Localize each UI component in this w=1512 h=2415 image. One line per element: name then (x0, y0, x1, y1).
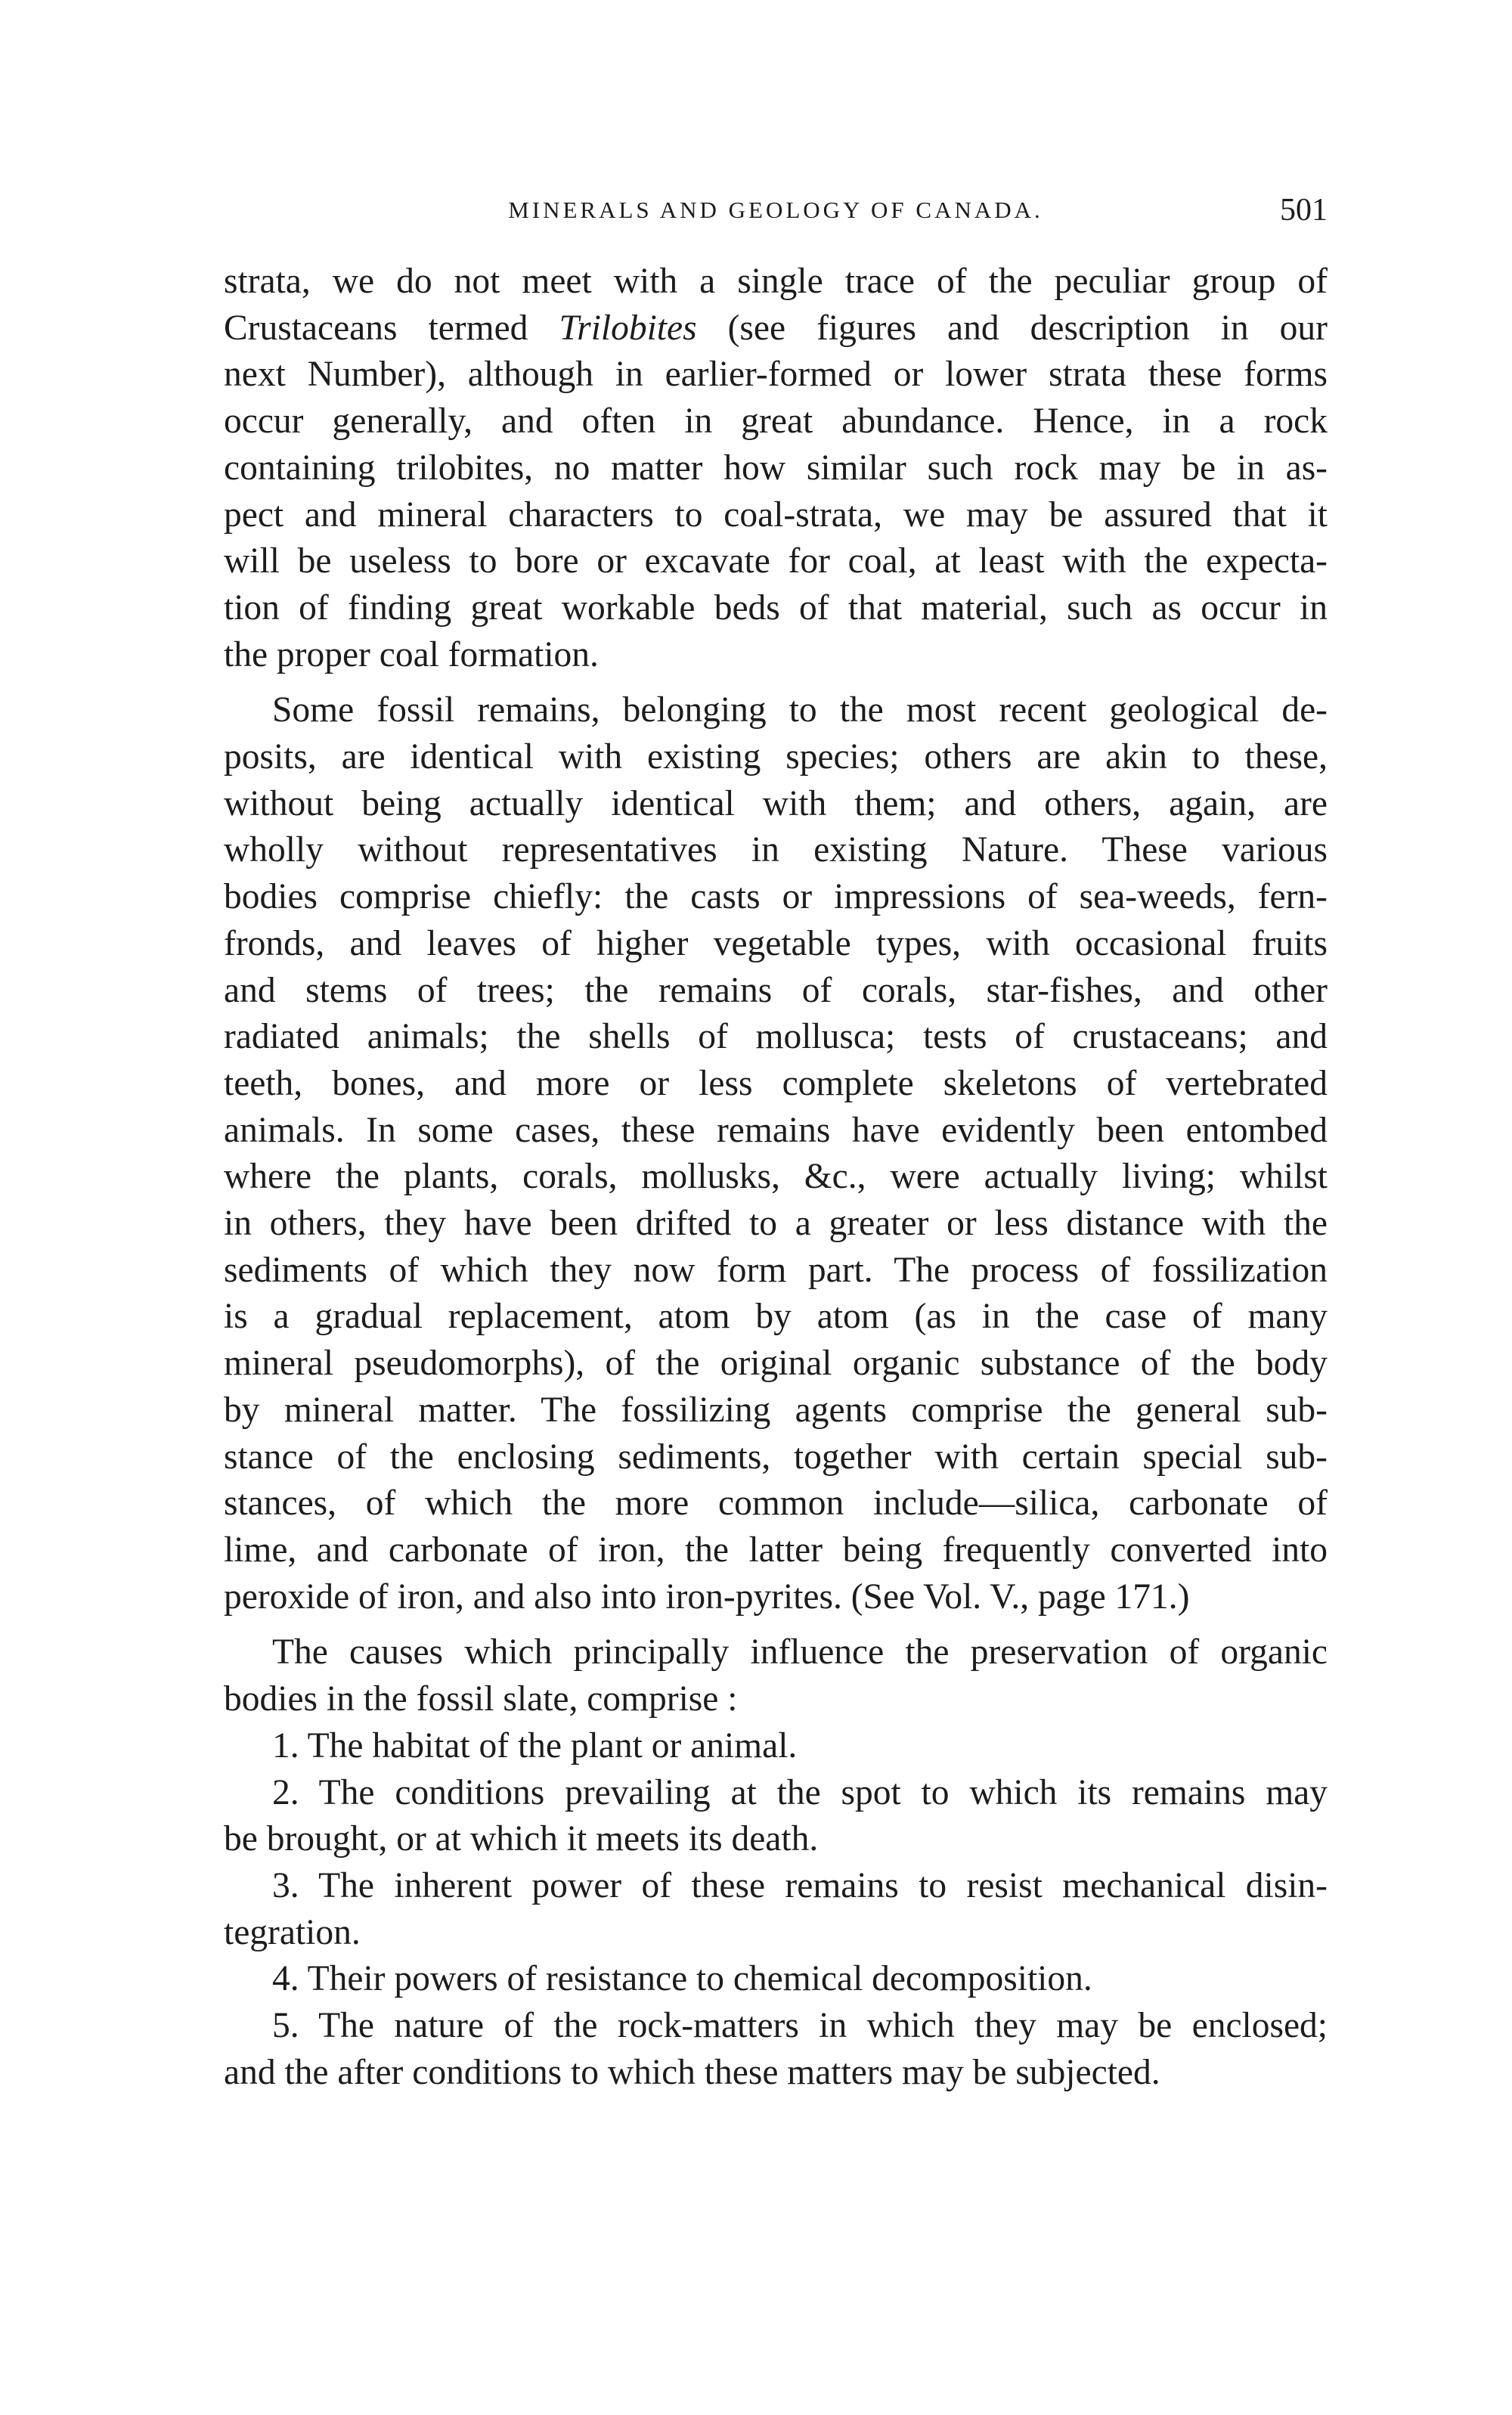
italic-term: Trilobites (559, 308, 697, 348)
text-line: animals. In some cases, these remains have evidently been entombed (224, 1110, 1328, 1150)
text-line: bodies in the fossil slate, comprise : (224, 1679, 738, 1719)
text-fragment: Crustaceans termed (224, 308, 528, 348)
text-line: peroxide of iron, and also into iron-pyrites. (See Vol. V., page 171.) (224, 1576, 1190, 1617)
running-title: MINERALS AND GEOLOGY OF CANADA. (508, 197, 1043, 223)
text-line: bodies comprise chiefly: the casts or impressions of sea-weeds, fern- (224, 877, 1328, 917)
text-line: 2. The conditions prevailing at the spot to which its remains may (272, 1772, 1328, 1812)
text-line: stances, of which the more common include—silica, carbonate of (224, 1483, 1328, 1524)
text-line: by mineral matter. The fossilizing agents comprise the general sub- (224, 1390, 1328, 1430)
text-line (224, 305, 1328, 352)
text-line: occur generally, and often in great abundance. Hence, in a rock (224, 401, 1328, 442)
text-line: mineral pseudomorphs), of the original organic substance of the body (224, 1344, 1328, 1384)
text-line: next Number), although in earlier-formed or lower strata these forms (224, 355, 1328, 395)
text-line: teeth, bones, and more or less complete skeletons of vertebrated (224, 1063, 1328, 1103)
text-line: the proper coal formation. (224, 634, 599, 674)
text-line: sediments of which they now form part. The process of fossilization (224, 1250, 1328, 1290)
text-line: and the after conditions to which these matters may be subjected. (224, 2052, 1160, 2092)
text-line: in others, they have been drifted to a greater or less distance with the (224, 1204, 1328, 1244)
text-line: stance of the enclosing sediments, together with certain special sub- (224, 1437, 1328, 1477)
paragraph-3 (224, 1629, 1328, 1722)
body-text (224, 259, 1328, 2096)
paragraph-1 (224, 259, 1328, 678)
running-head (224, 188, 1328, 233)
list-item (224, 2003, 1328, 2096)
text-line: 3. The inherent power of these remains to resist mechanical disin- (272, 1865, 1328, 1905)
list-item (224, 1770, 1328, 1863)
text-line: where the plants, corals, mollusks, &c., were actually living; whilst (224, 1157, 1328, 1197)
text-line: strata, we do not meet with a single trace of the peculiar group of (224, 262, 1328, 301)
text-fragment: (see figures and description in our (727, 308, 1328, 348)
text-line: is a gradual replacement, atom by atom (as in the case of many (224, 1297, 1328, 1337)
text-line: without being actually identical with them; and others, again, are (224, 783, 1328, 823)
text-line: be brought, or at which it meets its death. (224, 1819, 819, 1859)
page-number: 501 (1280, 193, 1328, 228)
list-item (224, 1863, 1328, 1956)
text-line: 5. The nature of the rock-matters in which they may be enclosed; (272, 2006, 1328, 2046)
text-line: The causes which principally influence the preservation of organic (272, 1632, 1328, 1673)
text-line: containing trilobites, no matter how similar such rock may be in as- (224, 448, 1328, 488)
text-line: 1. The habitat of the plant or animal. (272, 1725, 798, 1766)
text-line: Some fossil remains, belonging to the most recent geological de- (272, 690, 1328, 730)
text-line: 4. Their powers of resistance to chemical decomposition. (272, 1959, 1092, 1999)
list-item (224, 1956, 1328, 2003)
text-line: wholly without representatives in existing Nature. These various (224, 830, 1328, 870)
text-line: fronds, and leaves of higher vegetable types, with occasional fruits (224, 923, 1328, 963)
text-line: will be useless to bore or excavate for coal, at least with the expecta- (224, 541, 1328, 581)
text-line: tion of finding great workable beds of that material, such as occur in (224, 587, 1328, 628)
text-line: tegration. (224, 1912, 361, 1952)
text-line: radiated animals; the shells of mollusca; tests of crustaceans; and (224, 1017, 1328, 1057)
text-line: posits, are identical with existing species; others are akin to these, (224, 737, 1328, 777)
paragraph-2 (224, 687, 1328, 1620)
text-line: pect and mineral characters to coal-strata, we may be assured that it (224, 494, 1328, 535)
text-line: and stems of trees; the remains of corals, star-fishes, and other (224, 970, 1328, 1010)
list-item (224, 1723, 1328, 1770)
text-line: lime, and carbonate of iron, the latter being frequently converted into (224, 1530, 1328, 1570)
